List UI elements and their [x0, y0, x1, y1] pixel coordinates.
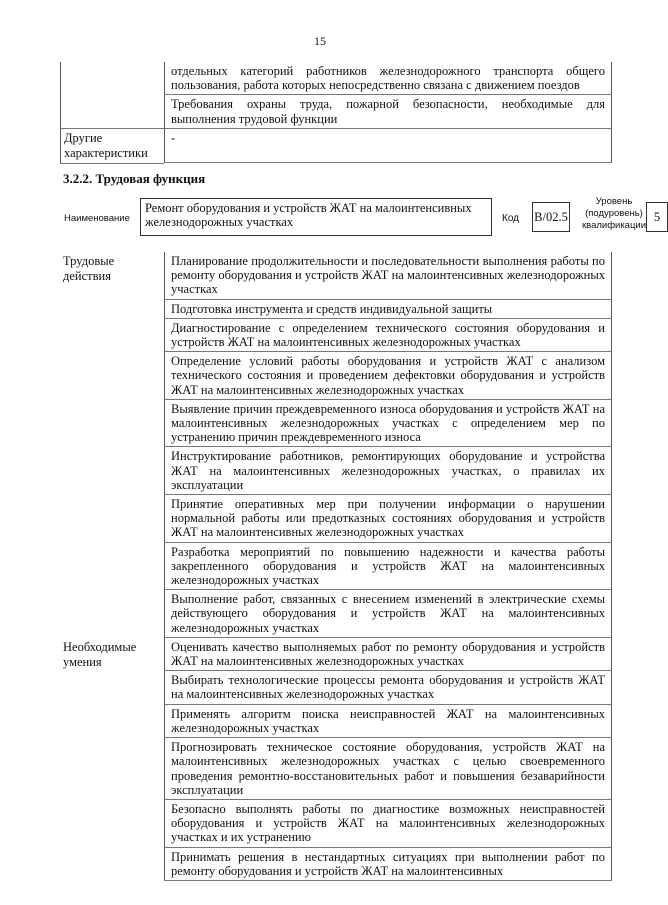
table-cell: Требования охраны труда, пожарной безопасности, необходимые для выполнения трудовой функции: [164, 95, 612, 128]
section-heading: 3.2.2. Трудовая функция: [63, 171, 206, 186]
level-label: Уровень (подуровень) квалификации: [581, 196, 647, 231]
row-label: [60, 62, 164, 95]
function-header: [60, 196, 661, 240]
name-label: Наименование: [64, 213, 130, 224]
table-cell: Выбирать технологические процессы ремонта оборудования и устройств ЖАТ на малоинтенсивных железнодорожных участках: [164, 671, 612, 704]
code-label: Код: [502, 213, 520, 224]
group-label: Трудовые действия: [63, 254, 115, 283]
table-group: [60, 638, 612, 881]
table-cell: Принимать решения в нестандартных ситуациях при выполнении работ по ремонту оборудования и устройств ЖАТ на малоинтенсивных: [164, 848, 612, 881]
function-name: Ремонт оборудования и устройств ЖАТ на малоинтенсивных железнодорожных участках: [140, 198, 492, 236]
table-cell: Диагностирование с определением технического состояния оборудования и устройств ЖАТ на малоинтенсивных железнодорожных участках: [164, 319, 612, 352]
table-cell: -: [164, 129, 612, 163]
table-cell: Выявление причин преждевременного износа оборудования и устройств ЖАТ на малоинтенсивных железнодорожных участках с определением мер по устранению причин преждевременного износа: [164, 400, 612, 448]
table-cell: Безопасно выполнять работы по диагностике возможных неисправностей оборудования и устройств ЖАТ на малоинтенсивных железнодорожных участках и их устранению: [164, 800, 612, 848]
table-cell: Подготовка инструмента и средств индивидуальной защиты: [164, 300, 612, 319]
row-label: [60, 95, 164, 128]
table-row: [60, 129, 612, 164]
table-cell: Инструктирование работников, ремонтирующих оборудование и устройства ЖАТ на малоинтенсивных железнодорожных участках, о правилах их эксплуатации: [164, 447, 612, 495]
table-cell: Прогнозировать техническое состояние оборудования, устройств ЖАТ на малоинтенсивных железнодорожных участках с целью своевременного проведения ремонтно-восстановительных работ и повышения безаварийности эксплуатации: [164, 738, 612, 800]
table-cell: Оценивать качество выполняемых работ по ремонту оборудования и устройств ЖАТ на малоинтенсивных железнодорожных участках: [164, 638, 612, 671]
table-row: [60, 95, 612, 128]
group-label: Необходимые умения: [63, 639, 137, 669]
previous-function-table-tail: [60, 62, 612, 164]
table-group: [60, 252, 612, 638]
table-cell: Определение условий работы оборудования и устройств ЖАТ с анализом технического состояния и проведением дефектовки оборудования и устройств ЖАТ на малоинтенсивных железнодорожных участках: [164, 352, 612, 400]
table-cell: Применять алгоритм поиска неисправностей ЖАТ на малоинтенсивных железнодорожных участках: [164, 705, 612, 738]
function-code: В/02.5: [532, 202, 570, 232]
table-row: [60, 62, 612, 95]
table-cell: Разработка мероприятий по повышению надежности и качества работы закрепленного оборудования и устройств ЖАТ на малоинтенсивных железнодорожных участках: [164, 543, 612, 591]
qualification-level: 5: [646, 202, 668, 232]
table-cell: отдельных категорий работников железнодорожного транспорта общего пользования, работа которых непосредственно связана с движением поездов: [164, 62, 612, 95]
labor-function-table: [60, 252, 612, 881]
row-label: Другие характеристики: [60, 129, 164, 164]
table-cell: Планирование продолжительности и последовательности выполнения работы по ремонту оборудования и устройств ЖАТ на малоинтенсивных железнодорожных участках: [164, 252, 612, 300]
table-cell: Принятие оперативных мер при получении информации о нарушении нормальной работы или предотказных состояниях оборудования и устройств ЖАТ на малоинтенсивных железнодорожных участках: [164, 495, 612, 543]
page-number: 15: [314, 34, 326, 48]
table-cell: Выполнение работ, связанных с внесением изменений в электрические схемы действующего оборудования и устройств ЖАТ на малоинтенсивных железнодорожных участках: [164, 590, 612, 638]
